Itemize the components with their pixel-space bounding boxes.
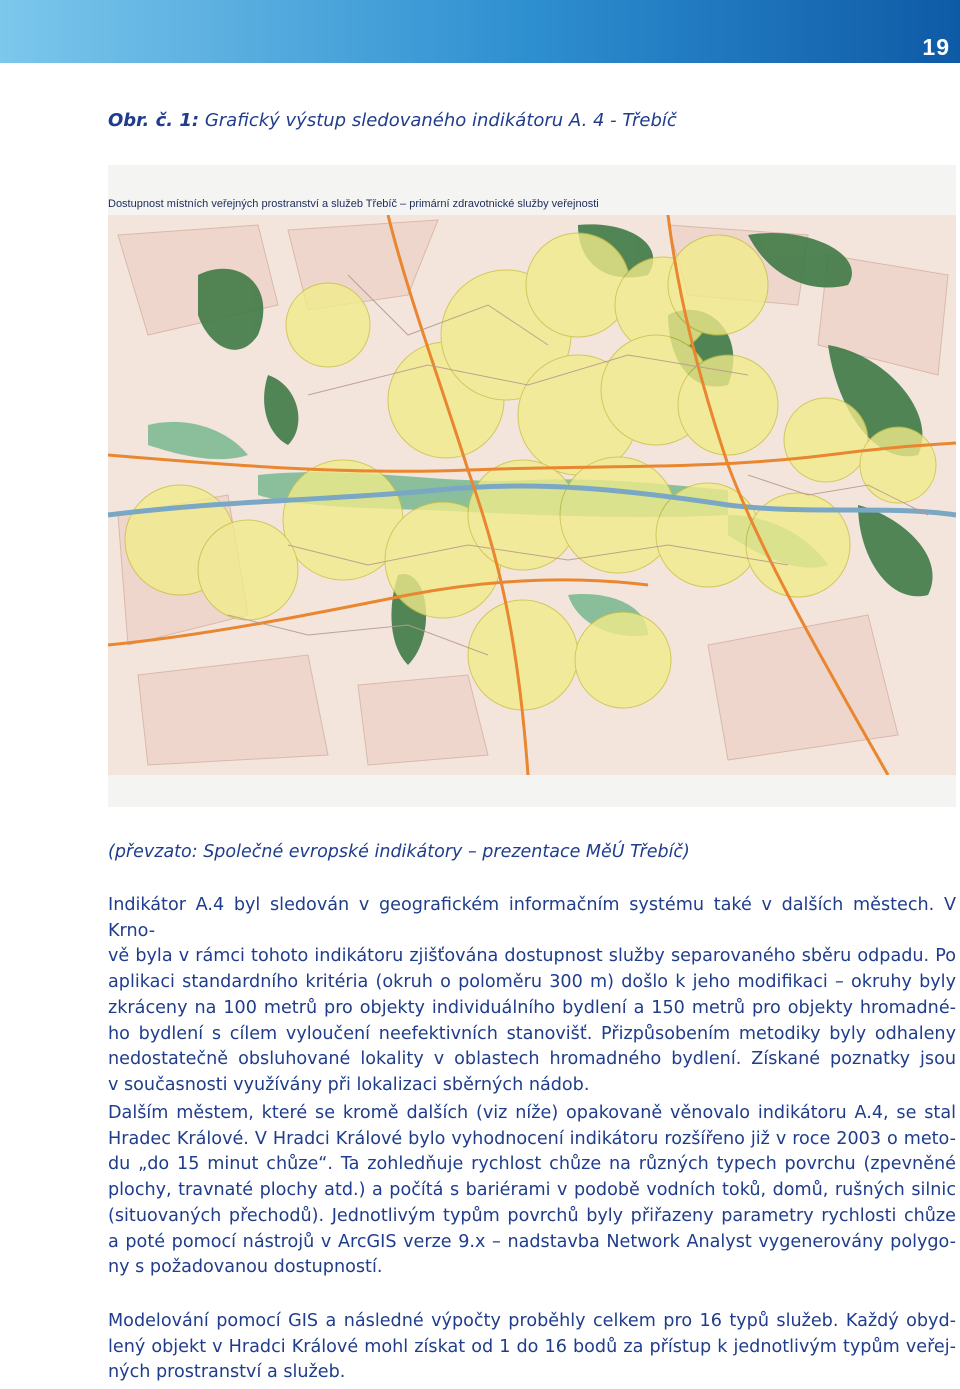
- figure-caption: [108, 110, 677, 131]
- paragraph-1-line-6: nedostatečně obsluhované lokality v oblastech hromadného bydlení. Získané poznatky jsou: [108, 1049, 956, 1070]
- paragraph-1-line-2: vě byla v rámci tohoto indikátoru zjišťována dostupnost služby separovaného sběru odpadu. Po: [108, 946, 956, 967]
- map-figure: [108, 165, 956, 807]
- paragraph-1-line-3: aplikaci standardního kritéria (okruh o poloměru 300 m) došlo k jeho modifikaci – okruhy byly: [108, 972, 956, 993]
- paragraph-2-line-2: Hradec Králové. V Hradci Králové bylo vyhodnocení indikátoru rozšířeno již v roce 2003 o meto-: [108, 1128, 956, 1149]
- paragraph-2-line-5: (situovaných přechodů). Jednotlivým typům povrchů byly přiřazeny parametry rychlosti chůze: [108, 1205, 956, 1226]
- source-note: (převzato: Společné evropské indikátory – prezentace MěÚ Třebíč): [108, 842, 690, 862]
- header-band: [0, 0, 960, 63]
- figure-caption-text: Grafický výstup sledovaného indikátoru A. 4 - Třebíč: [199, 110, 677, 131]
- paragraph-2-line-6: a poté pomocí nástrojů v ArcGIS verze 9.x – nadstavba Network Analyst vygenerovány polygo-: [108, 1231, 956, 1252]
- paragraph-3-line-2: lený objekt v Hradci Králové mohl získat od 1 do 16 bodů za přístup k jednotlivým typům veřej-: [108, 1336, 956, 1357]
- paragraph-2-line-4: plochy, travnaté plochy atd.) a počítá s bariérami v podobě vodních toků, domů, rušných silnic: [108, 1180, 956, 1201]
- figure-caption-lead: Obr. č. 1:: [108, 110, 200, 131]
- paragraph-1-line-1: Indikátor A.4 byl sledován v geografickém informačním systému také v dalších městech. V Krno-: [108, 895, 956, 941]
- paragraph-3-line-3: ných prostranství a služeb.: [108, 1362, 346, 1383]
- paragraph-1: [108, 893, 956, 1099]
- paragraph-1-line-5: ho bydlení s cílem vyloučení neefektivních stanovišť. Přizpůsobením metodiky byly odhaleny: [108, 1023, 956, 1044]
- paragraph-3: [108, 1309, 956, 1386]
- paragraph-1-line-4: zkráceny na 100 metrů pro objekty individuálního bydlení a 150 metrů pro objekty hromadné-: [108, 997, 956, 1018]
- paragraph-2-line-3: du „do 15 minut chůze“. Ta zohledňuje rychlost chůze na různých typech povrchu (zpevněné: [108, 1154, 956, 1175]
- paragraph-3-line-1: Modelování pomocí GIS a následné výpočty proběhly celkem pro 16 typů služeb. Každý obyd-: [108, 1311, 956, 1331]
- map-title: Dostupnost místních veřejných prostranství a služeb Třebíč – primární zdravotnické služby veřejnosti: [108, 198, 599, 210]
- city-map: [108, 215, 956, 775]
- paragraph-2-line-7: ny s požadovanou dostupností.: [108, 1257, 383, 1278]
- paragraph-1-line-7: v současnosti využívány při lokalizaci sběrných nádob.: [108, 1074, 590, 1095]
- page-number: 19: [922, 34, 950, 60]
- paragraph-2-line-1: Dalším městem, které se kromě dalších (viz níže) opakovaně věnovalo indikátoru A.4, se stal: [108, 1103, 956, 1123]
- paragraph-2: [108, 1101, 956, 1281]
